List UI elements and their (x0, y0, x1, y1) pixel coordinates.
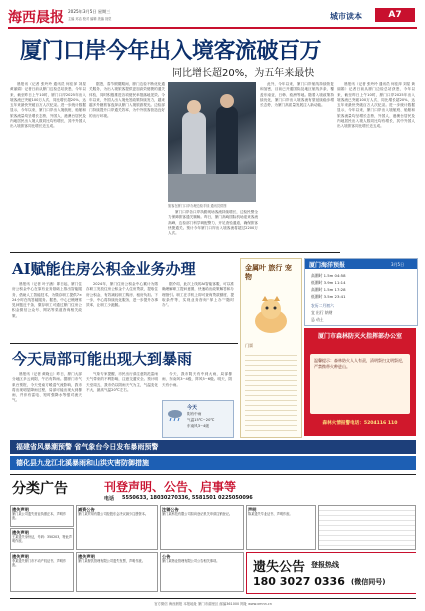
footer-text: 官方微信 海西晨报 本报地址 厦门市湖里区 邮编361000 网址 www.xmnn.cn (154, 602, 272, 606)
ad-body: 厦门某公司遗失营业执照正本，声明作废。 (12, 512, 67, 521)
officer-head (220, 94, 234, 108)
ad-title: 遗失声明 (12, 554, 29, 559)
weather-box-line3: 东南风3~4级 (187, 424, 209, 428)
pet-ad-title: 金属叶 旅行 宠物 (245, 263, 292, 281)
classified-ad-2 (10, 528, 74, 550)
lead-subhead: 同比增长超20%，为五年来最快 (172, 68, 315, 79)
housing-col-3: 据介绍，此次上线的AI智能客服，可以准确理解职工提问意图，快速给出政策解答和办理指引。职工在手机上即可查询贷款额度、提取条件等，实现业务咨询“掌上办”“随时办”。 (162, 282, 234, 308)
traveler-head (187, 100, 201, 114)
section-name: 城市读本 (330, 12, 362, 21)
issue-date: 2025年3月5日 星期三 (68, 9, 111, 14)
fire-ad-body: 温馨提示：森林防火人人有责，清明祭扫文明祭祀，严禁携带火种进山。 (314, 358, 406, 369)
page-number: A7 (388, 10, 402, 20)
officer-figure (216, 106, 238, 176)
ad-body: 厦门某贸易有限公司经股东会决议减少注册资本。 (78, 512, 149, 516)
pet-travel-ad (240, 258, 302, 438)
classified-ad-3 (76, 505, 158, 550)
classified-ad-5 (10, 552, 74, 592)
lead-headline: 厦门口岸今年出入境客流破百万 (20, 38, 322, 64)
page-number-badge (375, 8, 415, 22)
ad-title: 公告 (162, 554, 171, 559)
calendar-line-3: 忌 动土 (311, 317, 324, 322)
banner-bottom-text: 德化县九龙江北溪暴雨和山洪灾害防御措施 (16, 459, 149, 467)
lead-col-2: 据悉，春节假期期间，厦门边检不断优化通关服务，为出入境旅客提供更加高效便捷的通关体验，同时积极推进各项便民举措落地见效。今年以来，外国人出入境免签政策持续发力，越来越多外籍旅客选择从厦门入境旅游观光。边检部门持续提升口岸通关效率，为中外旅客营造良好的出行环境。 (89, 82, 165, 118)
ad-title: 注销公告 (162, 507, 179, 512)
weather-box-title: 今天 (187, 405, 198, 411)
ad-body: 王某遗失身份证，号码：350203，特此声明作废。 (12, 535, 72, 544)
housing-col-1: 晨报讯（记者 叶子涵）即日起，厦门住房公积金中心在原有业务基础上推出智能服务，借助人工智能技术，为缴存职工提供7×24小时在线答疑服务。据悉，中心已梳理常见问题近千条，缴存职工可通过厦门住房公积金微信公众号、网站等渠道咨询相关政策。 (12, 282, 82, 318)
weather-box-line1: 阴有中雨 (187, 412, 202, 416)
classified-phone-label: 电话 (104, 496, 115, 502)
masthead-divider (8, 27, 417, 29)
classified-ad-7 (160, 552, 244, 592)
section-divider-2 (10, 343, 238, 344)
classified-phones: 5550633, 18030270336, 5581501 0225050096 (122, 495, 253, 501)
weather-box (162, 400, 234, 438)
newspaper-logo: 海西晨报 (8, 10, 64, 26)
ad-title: 声明 (248, 507, 257, 512)
tide-row-3: 高潮时 1.5m 17:28 (311, 287, 346, 292)
tide-row-4: 低潮时 3.5m 23:41 (311, 294, 346, 299)
lead-col-3: 厦门口岸各口岸执勤现场客流持续增长，边检民警全力保障旅客通关顺畅。昨日，厦门高崎国际机场迎来客流高峰，边检部门科学调配警力，开足查验通道，确保旅客快捷通关。预计今年厦门口岸出入境客流将超过2200万人次。 (168, 210, 258, 236)
tide-row-2: 低潮时 3.9m 11:14 (311, 280, 346, 285)
fire-ad-title: 厦门市森林防灭火指挥部办公室 (317, 333, 402, 340)
ad-body: 厦门某科技有限公司拟向登记机关申请注销登记。 (162, 512, 233, 516)
weather-col-2: 气象专家提醒，市民出行请注意防范雷雨天气带来的不利影响，注意交通安全。预计明天至周五，我市仍以阴雨天气为主，气温变化不大，最高气温20℃左右。 (86, 372, 158, 392)
ocean-forecast-title: 厦门海洋预报 (309, 262, 346, 269)
ad-body: 厦门某物业管理有限公司公告相关事项。 (162, 559, 220, 563)
classified-ad-1 (10, 505, 74, 527)
lost-notice-title: 遗失公告 (253, 560, 306, 575)
ocean-forecast-header (305, 259, 417, 269)
lead-col-4: 此外，今年以来，厦门口岸航线持续恢复和加密，目前已开通国际及地区航线多条，覆盖东南亚、日韩、欧洲等地。随着入境政策持续优化，厦门口岸出入境客流有望延续稳步增长态势，为厦门高质量发展注入新动能。 (260, 82, 334, 108)
lead-col-1: 晨报讯（记者 张玲玲 通讯员 何佳萍 刘星 黄丽娟）记者日前从厦门边检总站获悉，今年以来，截至昨日上午10时，厦门口岸2025年出入境客流已突破100万人次，同比增长超20%，达五年来最快突破百万人次纪录。进一步统计数据显示，今年以来，厦门口岸出入境航班、船舶和旅客流量均呈增长态势，外国人、港澳台居民及内地居民出入境人数同比均有增长，其中外国人出入境旅客同比增长近五成。 (10, 82, 86, 129)
weather-box-line2: 气温15℃~20℃ (187, 418, 215, 422)
banner-top-text: 福建省风暴潮预警 省气象台今日发布暴雨预警 (16, 443, 159, 451)
lost-notice-phone-note: (微信同号) (351, 578, 386, 586)
housing-col-2: 2024年，厦门住房公积金中心累计为缴存职工发放住房公积金个人住房贷款，提取住房公积金，有效减轻职工购房、租房负担。下一步，中心将持续优化服务，进一步提升办事效率，让职工少跑腿。 (86, 282, 158, 308)
ad-title: 遗失声明 (12, 530, 29, 535)
calendar-line-2: 宜 出行 纳财 (311, 310, 333, 315)
traveler-figure (182, 112, 206, 178)
ad-body: 厦门某餐饮管理有限公司遗失发票，声明作废。 (78, 559, 145, 563)
ocean-forecast (304, 258, 418, 326)
ad-title: 遗失声明 (12, 507, 29, 512)
pet-illustration (249, 295, 293, 335)
classified-ad-6 (76, 552, 158, 592)
lost-notice-ad (246, 552, 416, 594)
fire-prevention-ad (304, 328, 416, 436)
ad-body: 陈某遗失毕业证书，声明作废。 (248, 512, 293, 516)
fire-hotline: 森林火情报警电话：5204116 110 (322, 421, 398, 426)
ad-title: 遗失声明 (78, 554, 95, 559)
ad-title: 减资公告 (78, 507, 95, 512)
lost-notice-sub: 登报热线 (311, 561, 339, 569)
section-divider-1 (10, 252, 340, 253)
warning-banner-top (10, 440, 416, 454)
tide-row-1: 高潮时 1.5m 04:58 (311, 273, 346, 278)
housing-headline: AI赋能住房公积金业务办理 (12, 260, 196, 278)
lead-photo (168, 82, 256, 202)
classified-main-title: 刊登声明、公告、启事等 (104, 480, 237, 494)
ad-body: 李某遗失厦门市不动产权证书，声明作废。 (12, 559, 67, 568)
footer-divider (10, 598, 416, 599)
classified-ad-8 (246, 505, 316, 550)
lost-notice-phone: 180 3027 0336 (253, 575, 345, 588)
weather-col-3: 今天，我市阴天有中到大雨，局部暴雨，东南风3~4级，阵风5~6级。明天，阴天有小雨。 (162, 372, 232, 387)
photo-caption: 旅客在厦门口岸办理边检手续 通讯员供图 (168, 204, 227, 208)
counter-desk (168, 174, 256, 202)
ocean-forecast-date: 3月5日 (391, 261, 405, 267)
lead-col-5: 晨报讯（记者 张玲玲 通讯员 何佳萍 刘星 黄丽娟）记者日前从厦门边检总站获悉，今年以来，截至昨日上午10时，厦门口岸2025年出入境客流已突破100万人次，同比增长超20%，达五年来最快突破百万人次纪录。进一步统计数据显示，今年以来，厦门口岸出入境航班、船舶和旅客流量均呈增长态势，外国人、港澳台居民及内地居民出入境人数同比均有增长，其中外国人出入境旅客同比增长近五成。 (337, 82, 415, 129)
pet-ad-lines (245, 351, 297, 431)
weather-headline: 今天局部可能出现大到暴雨 (12, 350, 193, 368)
classified-ad-extra (318, 505, 416, 550)
calendar-line-1: 农历二月初六 (311, 303, 334, 308)
cloud-rain-icon (167, 407, 183, 421)
pet-ad-price-label: 门票 (245, 343, 253, 348)
editor-line: 主编 邓洁 校对 编辑 美编 视觉 (68, 17, 112, 21)
classified-title: 分类广告 (12, 481, 68, 497)
warning-banner-bottom (10, 456, 416, 470)
classified-section (10, 474, 416, 595)
classified-ad-4 (160, 505, 244, 550)
weather-col-1: 晨报讯（记者 黄晓云）昨日，厦门大部分地区多云到阴，午后有阵雨。据厦门市气象台预报，今天受南方暖湿气流影响，我市将出现明显降雨过程，局部可能出现大到暴雨，并伴有雷电、短时强降水等强对流天气。 (12, 372, 82, 403)
masthead (8, 6, 417, 28)
fire-ad-body-box (310, 354, 410, 414)
